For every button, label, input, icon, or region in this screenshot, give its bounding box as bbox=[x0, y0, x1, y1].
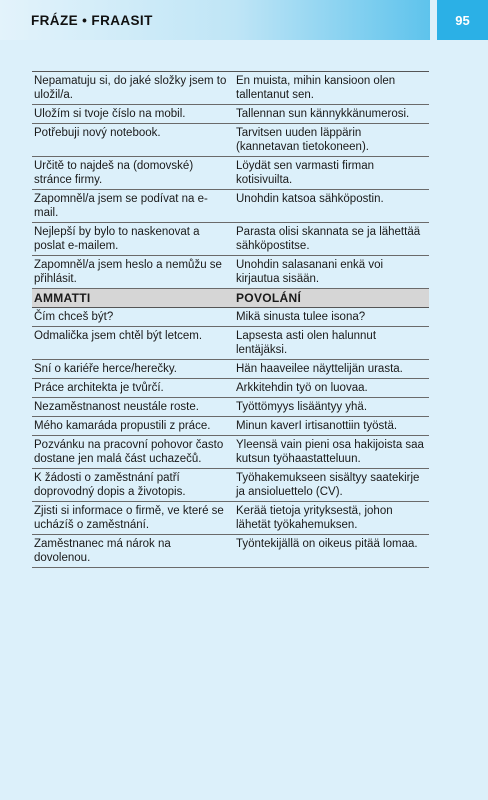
phrase-row bbox=[32, 535, 429, 568]
czech-phrase: Zjisti si informace o firmě, ve které se ucházíš o zaměstnání. bbox=[32, 502, 234, 535]
finnish-phrase: Arkkitehdin työ on luovaa. bbox=[234, 379, 429, 398]
section-header-row bbox=[32, 289, 429, 308]
phrase-row bbox=[32, 124, 429, 157]
phrase-row bbox=[32, 157, 429, 190]
czech-phrase: Zapomněl/a jsem se podívat na e-mail. bbox=[32, 190, 234, 223]
finnish-phrase: Unohdin salasanani enkä voi kirjautua sisään. bbox=[234, 256, 429, 289]
phrase-row bbox=[32, 256, 429, 289]
finnish-phrase: Työhakemukseen sisältyy saatekirje ja ansioluettelo (CV). bbox=[234, 469, 429, 502]
finnish-phrase: Yleensä vain pieni osa hakijoista saa kutsun työhaastatteluun. bbox=[234, 436, 429, 469]
page-header bbox=[0, 0, 430, 40]
phrase-row bbox=[32, 436, 429, 469]
czech-phrase: Zapomněl/a jsem heslo a nemůžu se přihlásit. bbox=[32, 256, 234, 289]
finnish-phrase: Parasta olisi skannata se ja lähettää sähköpostitse. bbox=[234, 223, 429, 256]
finnish-phrase: Löydät sen varmasti firman kotisivuilta. bbox=[234, 157, 429, 190]
page-number: 95 bbox=[455, 13, 470, 28]
finnish-phrase: Lapsesta asti olen halunnut lentäjäksi. bbox=[234, 327, 429, 360]
czech-phrase: Práce architekta je tvůrčí. bbox=[32, 379, 234, 398]
section-heading-finnish: POVOLÁNÍ bbox=[234, 289, 429, 308]
section-heading-czech: AMMATTI bbox=[32, 289, 234, 308]
phrase-row bbox=[32, 379, 429, 398]
finnish-phrase: Tarvitsen uuden läppärin (kannetavan tietokoneen). bbox=[234, 124, 429, 157]
czech-phrase: Sní o kariéře herce/herečky. bbox=[32, 360, 234, 379]
phrase-row bbox=[32, 417, 429, 436]
czech-phrase: Uložím si tvoje číslo na mobil. bbox=[32, 105, 234, 124]
phrase-row bbox=[32, 502, 429, 535]
czech-phrase: Potřebuji nový notebook. bbox=[32, 124, 234, 157]
phrase-row bbox=[32, 190, 429, 223]
finnish-phrase: En muista, mihin kansioon olen tallentanut sen. bbox=[234, 72, 429, 105]
finnish-phrase: Mikä sinusta tulee isona? bbox=[234, 308, 429, 327]
phrase-row bbox=[32, 360, 429, 379]
finnish-phrase: Työttömyys lisääntyy yhä. bbox=[234, 398, 429, 417]
czech-phrase: Nezaměstnanost neustále roste. bbox=[32, 398, 234, 417]
phrase-row bbox=[32, 72, 429, 105]
finnish-phrase: Kerää tietoja yrityksestä, johon lähetät työkahemuksen. bbox=[234, 502, 429, 535]
czech-phrase: Zaměstnanec má nárok na dovolenou. bbox=[32, 535, 234, 568]
phrase-row bbox=[32, 105, 429, 124]
finnish-phrase: Hän haaveilee näyttelijän urasta. bbox=[234, 360, 429, 379]
header-title: FRÁZE • FRAASIT bbox=[31, 13, 153, 28]
czech-phrase: Nepamatuju si, do jaké složky jsem to uložil/a. bbox=[32, 72, 234, 105]
finnish-phrase: Työntekijällä on oikeus pitää lomaa. bbox=[234, 535, 429, 568]
finnish-phrase: Minun kaverI irtisanottiin työstä. bbox=[234, 417, 429, 436]
czech-phrase: Mého kamaráda propustili z práce. bbox=[32, 417, 234, 436]
phrase-row bbox=[32, 308, 429, 327]
czech-phrase: Určitě to najdeš na (domovské) stránce firmy. bbox=[32, 157, 234, 190]
finnish-phrase: Tallennan sun kännykkänumerosi. bbox=[234, 105, 429, 124]
czech-phrase: Čím chceš být? bbox=[32, 308, 234, 327]
phrase-row bbox=[32, 469, 429, 502]
finnish-phrase: Unohdin katsoa sähköpostin. bbox=[234, 190, 429, 223]
czech-phrase: Odmalička jsem chtěl být letcem. bbox=[32, 327, 234, 360]
phrase-row bbox=[32, 398, 429, 417]
czech-phrase: Pozvánku na pracovní pohovor často dostane jen malá část uchazečů. bbox=[32, 436, 234, 469]
phrase-row bbox=[32, 223, 429, 256]
page-number-tab bbox=[437, 0, 488, 40]
phrase-row bbox=[32, 327, 429, 360]
phrase-table bbox=[32, 71, 429, 568]
czech-phrase: K žádosti o zaměstnání patří doprovodný dopis a životopis. bbox=[32, 469, 234, 502]
czech-phrase: Nejlepší by bylo to naskenovat a poslat e-mailem. bbox=[32, 223, 234, 256]
